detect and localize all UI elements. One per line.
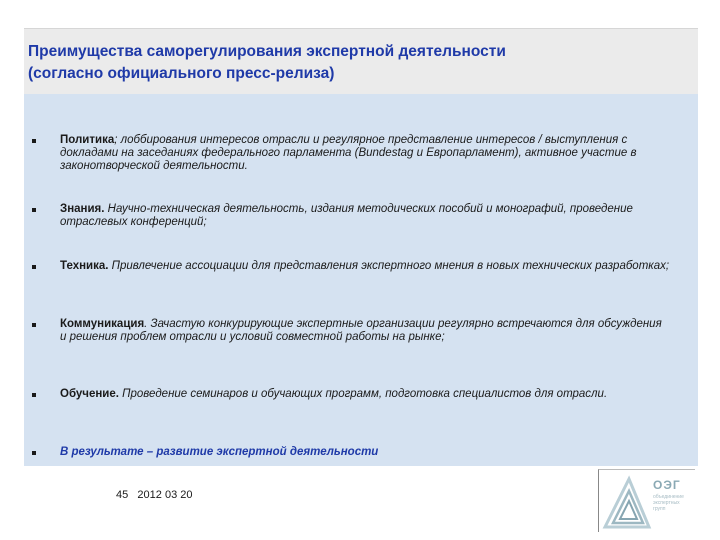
bullet-term: Знания. [60, 203, 105, 215]
list-item-text [60, 203, 670, 229]
bullet-icon [32, 265, 36, 269]
logo-triangle-icon [601, 471, 653, 531]
bullet-description: Привлечение ассоциации для представления экспертного мнения в новых технических разработках; [108, 260, 670, 272]
title-line-2: (согласно официального пресс-релиза) [28, 65, 335, 82]
bullet-icon [32, 208, 36, 212]
logo [598, 469, 695, 532]
list-item-text [60, 318, 670, 344]
bullet-icon [32, 393, 36, 397]
bullet-description: Научно-техническая деятельность, издания методических пособий и монографий, проведение отраслевых конференций; [60, 203, 633, 228]
title-bar [24, 28, 698, 94]
list-item-text [60, 260, 670, 273]
page-title [28, 41, 688, 85]
bullet-icon [32, 323, 36, 327]
bullet-icon [32, 139, 36, 143]
bullet-term: Обучение. [60, 388, 119, 400]
list-item-text: В результате – развитие экспертной деятельности [60, 446, 379, 458]
bullet-term: Техника. [60, 260, 109, 272]
content-box [24, 94, 698, 466]
bullet-term: Коммуникация [60, 318, 145, 330]
footer-date: 2012 03 20 [137, 489, 193, 501]
bullet-description: ; лоббирования интересов отрасли и регулярное представление интересов / выступления с докладами на заседаниях федерального парламента (Bundestag и Европарламент), активное участие в законотворческой деятельности. [60, 134, 637, 172]
logo-subtitle: объединение экспертных групп [653, 494, 684, 512]
title-line-1: Преимущества саморегулирования экспертной деятельности [28, 43, 506, 60]
logo-label: ОЭГ [653, 478, 681, 492]
bullet-description: . Зачастую конкурирующие экспертные организации регулярно встречаются для обсуждения и решения проблем отрасли и условий совместной работы на рынке; [60, 318, 662, 343]
bullet-term: Политика [60, 134, 115, 146]
list-item-text [60, 134, 670, 173]
page-number: 45 [116, 489, 129, 501]
bullet-description: Проведение семинаров и обучающих программ, подготовка специалистов для отрасли. [118, 388, 608, 400]
list-item-text [60, 388, 670, 401]
bullet-icon [32, 451, 36, 455]
footer [116, 489, 192, 501]
